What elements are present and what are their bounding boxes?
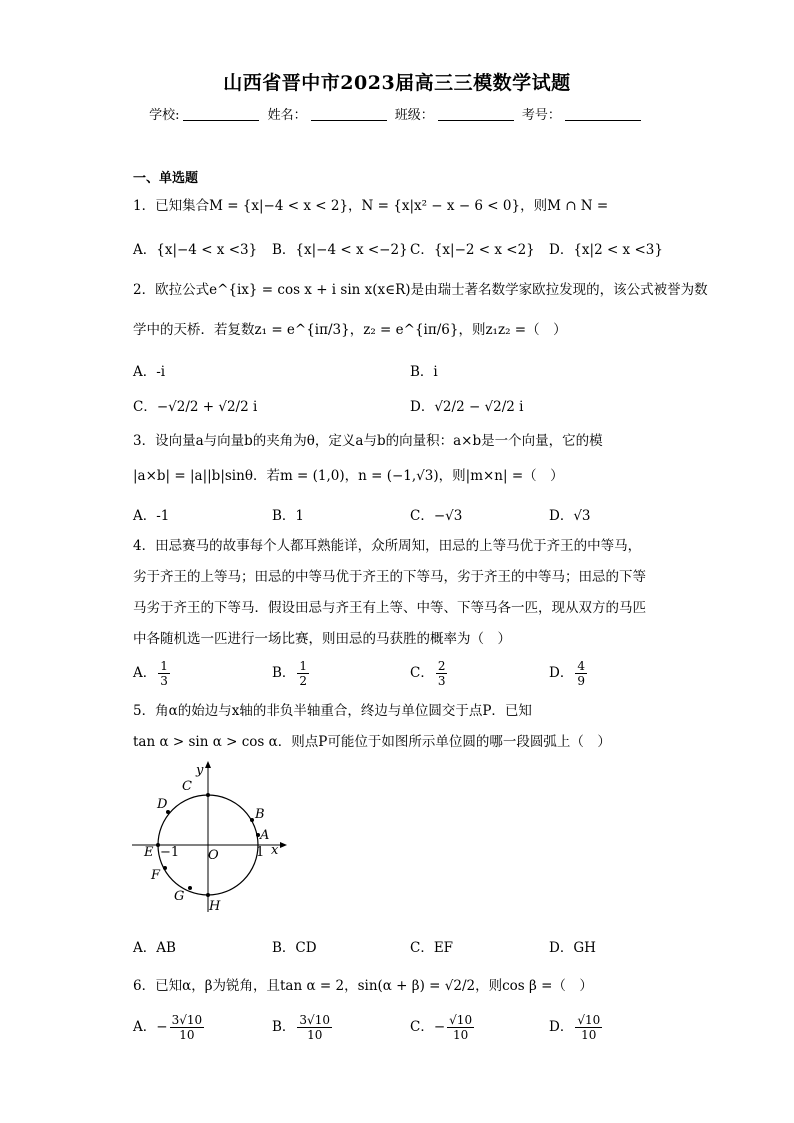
q4-option-c[interactable] bbox=[410, 659, 449, 688]
q4-option-d[interactable] bbox=[549, 659, 589, 688]
question-2-line2: 学中的天桥．若复数z₁ = e^{iπ/3}，z₂ = e^{iπ/6}，则z₁z₂ =（ ） bbox=[133, 322, 567, 338]
denominator: 9 bbox=[577, 674, 585, 688]
q2-option-b[interactable]: B．i bbox=[410, 364, 438, 380]
number-blank[interactable] bbox=[565, 107, 641, 121]
q6-option-d-fraction bbox=[575, 1013, 602, 1042]
q5-option-c[interactable]: C．EF bbox=[410, 940, 454, 956]
point-h-dot bbox=[206, 893, 210, 897]
q1-option-d[interactable]: D．{x|2 < x <3} bbox=[549, 242, 663, 258]
q3-option-c[interactable]: C．−√3 bbox=[410, 508, 463, 524]
numerator: 3√10 bbox=[299, 1013, 330, 1027]
q2-option-c[interactable]: C．−√2/2 + √2/2 i bbox=[133, 399, 258, 415]
question-4-line1: 4．田忌赛马的故事每个人都耳熟能详，众所周知，田忌的上等马优于齐王的中等马， bbox=[133, 538, 642, 554]
origin-label: O bbox=[208, 848, 219, 863]
point-b-dot bbox=[250, 818, 254, 822]
page-title: 山西省晋中市2023届高三三模数学试题 bbox=[223, 72, 571, 94]
q6-option-b-fraction bbox=[297, 1013, 332, 1042]
numerator: √10 bbox=[577, 1013, 601, 1027]
q4-option-d-fraction bbox=[575, 659, 587, 688]
x-axis-label: x bbox=[271, 843, 279, 858]
q4-option-a-fraction bbox=[158, 659, 170, 688]
unit-circle-figure bbox=[130, 758, 290, 918]
q6-option-b[interactable] bbox=[272, 1013, 334, 1042]
denominator: 10 bbox=[179, 1028, 195, 1042]
denominator: 10 bbox=[452, 1028, 469, 1042]
question-3-line1: 3．设向量a与向量b的夹角为θ，定义a与b的向量积：a×b是一个向量，它的模 bbox=[133, 433, 603, 449]
q4-option-b[interactable] bbox=[272, 659, 311, 688]
y-axis-label: y bbox=[196, 763, 204, 778]
label-g: G bbox=[174, 889, 185, 904]
question-4-line2: 劣于齐王的上等马；田忌的中等马优于齐王的下等马，劣于齐王的中等马；田忌的下等 bbox=[133, 569, 646, 585]
numerator: 1 bbox=[299, 659, 308, 673]
section-heading: 一、单选题 bbox=[133, 171, 199, 186]
question-2-line1: 2．欧拉公式e^{ix} = cos x + i sin x(x∈R)是由瑞士著名数学家欧拉发现的，该公式被誉为数 bbox=[133, 282, 708, 298]
numerator: 3√10 bbox=[171, 1013, 203, 1027]
q6-option-d[interactable] bbox=[549, 1013, 604, 1042]
numerator: 4 bbox=[577, 659, 585, 673]
name-label: 姓名： bbox=[267, 108, 307, 123]
q4-option-b-label: B． bbox=[272, 665, 296, 681]
x-axis-arrow-icon bbox=[280, 842, 287, 848]
q6-option-a-label: A．− bbox=[133, 1019, 168, 1035]
label-b: B bbox=[255, 807, 265, 822]
y-axis-arrow-icon bbox=[205, 761, 211, 768]
q6-option-a[interactable] bbox=[133, 1013, 206, 1042]
question-1-stem: 1．已知集合M = {x|−4 < x < 2}，N = {x|x² − x − 6 < 0}，则M ∩ N = bbox=[133, 198, 609, 214]
numerator: 2 bbox=[437, 659, 446, 673]
school-label: 学校: bbox=[149, 108, 180, 123]
q5-option-a[interactable]: A．AB bbox=[133, 940, 176, 956]
question-3-line2: |a×b| = |a||b|sinθ．若m = (1,0)，n = (−1,√3)，则|m×n| =（ ） bbox=[133, 468, 564, 484]
q5-option-b[interactable]: B．CD bbox=[272, 940, 317, 956]
neg-one-label: −1 bbox=[160, 845, 180, 860]
point-g-dot bbox=[188, 886, 192, 890]
question-6-stem: 6．已知α，β为锐角，且tan α = 2，sin(α + β) = √2/2，则cos β =（ ） bbox=[133, 978, 593, 994]
denominator: 10 bbox=[307, 1028, 323, 1042]
number-label: 考号： bbox=[521, 108, 561, 123]
q6-option-c[interactable] bbox=[410, 1013, 476, 1042]
q4-option-c-fraction bbox=[436, 659, 448, 688]
q6-option-c-fraction bbox=[447, 1013, 474, 1042]
q6-option-d-label: D． bbox=[549, 1019, 574, 1035]
q6-option-a-fraction bbox=[170, 1013, 205, 1042]
q1-option-a[interactable]: A．{x|−4 < x <3} bbox=[133, 242, 258, 258]
label-c: C bbox=[182, 779, 192, 794]
q1-option-b[interactable]: B．{x|−4 < x <−2} bbox=[272, 242, 408, 258]
q6-option-b-label: B． bbox=[272, 1019, 296, 1035]
numerator: √10 bbox=[449, 1013, 473, 1027]
point-f-dot bbox=[163, 866, 167, 870]
label-f: F bbox=[151, 868, 161, 883]
school-blank[interactable] bbox=[183, 107, 259, 121]
q4-option-a[interactable] bbox=[133, 659, 172, 688]
label-d: D bbox=[157, 797, 168, 812]
label-h: H bbox=[209, 899, 221, 914]
label-a: A bbox=[260, 828, 270, 843]
q6-option-c-label: C．− bbox=[410, 1019, 446, 1035]
one-label: 1 bbox=[256, 845, 265, 860]
q4-option-b-fraction bbox=[297, 659, 309, 688]
q5-option-d[interactable]: D．GH bbox=[549, 940, 596, 956]
question-5-line1: 5．角α的始边与x轴的非负半轴重合，终边与单位圆交于点P．已知 bbox=[133, 703, 532, 719]
question-5-line2: tan α > sin α > cos α．则点P可能位于如图所示单位圆的哪一段圆弧上（ ） bbox=[133, 734, 611, 750]
q2-option-a[interactable]: A．-i bbox=[133, 364, 166, 380]
q1-option-c[interactable]: C．{x|−2 < x <2} bbox=[410, 242, 535, 258]
point-c-dot bbox=[206, 793, 210, 797]
label-e: E bbox=[144, 845, 154, 860]
q4-option-c-label: C． bbox=[410, 665, 434, 681]
q2-option-d[interactable]: D．√2/2 − √2/2 i bbox=[410, 399, 524, 415]
q3-option-b[interactable]: B．1 bbox=[272, 508, 305, 524]
q4-option-a-label: A． bbox=[133, 665, 157, 681]
numerator: 1 bbox=[160, 659, 168, 673]
q4-option-d-label: D． bbox=[549, 665, 574, 681]
class-label: 班级： bbox=[394, 108, 434, 123]
question-4-line3: 马劣于齐王的下等马．假设田忌与齐王有上等、中等、下等马各一匹，现从双方的马匹 bbox=[133, 600, 646, 616]
student-info-line bbox=[0, 104, 794, 123]
question-4-line4: 中各随机选一匹进行一场比赛，则田忌的马获胜的概率为（ ） bbox=[133, 631, 511, 647]
q3-option-d[interactable]: D．√3 bbox=[549, 508, 591, 524]
denominator: 3 bbox=[160, 674, 168, 688]
name-blank[interactable] bbox=[311, 107, 387, 121]
denominator: 2 bbox=[299, 674, 308, 688]
q3-option-a[interactable]: A．-1 bbox=[133, 508, 170, 524]
denominator: 10 bbox=[581, 1028, 597, 1042]
denominator: 3 bbox=[437, 674, 446, 688]
class-blank[interactable] bbox=[438, 107, 514, 121]
